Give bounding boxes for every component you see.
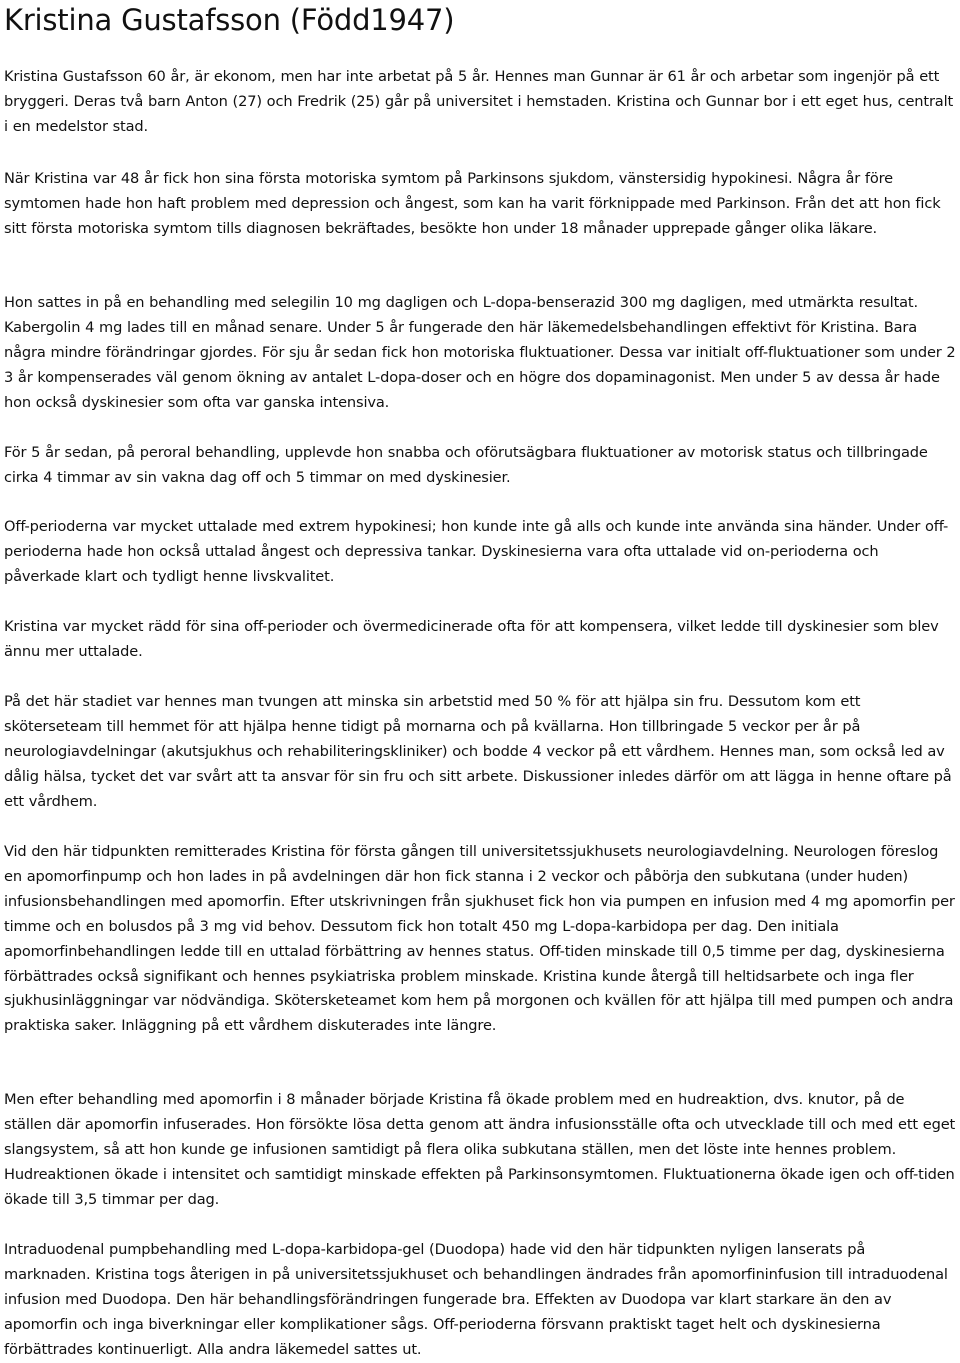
paragraph-duodopa: Intraduodenal pumpbehandling med L-dopa-karbidopa-gel (Duodopa) hade vid den här tidpunkten nyligen lanserats på marknaden. Kristina togs återigen in på universitetssjukhuset och behandlingen ändrades från apomorfininfusion till intraduodenal infusion med Duodopa. Den här behandlingsförändringen fungerade bra. Effekten av Duodopa var klart starkare än den av apomorfin och inga biverkningar eller komplikationer sågs. Off-perioderna försvann praktiskt taget helt och dyskinesierna förbättrades kontinuerligt. Alla andra läkemedel sattes ut. <box>4 1241 948 1358</box>
page-title: Kristina Gustafsson (Född1947) <box>4 3 455 37</box>
paragraph-fluctuations: För 5 år sedan, på peroral behandling, upplevde hon snabba och oförutsägbara fluktuationer av motorisk status och tillbringade cirka 4 timmar av sin vakna dag off och 5 timmar on med dyskinesier. <box>4 444 928 486</box>
paragraph-overmedication: Kristina var mycket rädd för sina off-perioder och övermedicinerade ofta för att kompensera, vilket ledde till dyskinesier som blev ännu mer uttalade. <box>4 618 939 660</box>
paragraph-skin-reaction: Men efter behandling med apomorfin i 8 månader började Kristina få ökade problem med en hudreaktion, dvs. knutor, på de ställen där apomorfin infuserades. Hon försökte lösa detta genom att ändra infusionsställe ofta och utvecklade till och med ett eget slangsystem, så att hon kunde ge infusionen samtidigt på flera olika subkutana ställen, men det löste inte hennes problem. Hudreaktionen ökade i intensitet och samtidigt minskade effekten på Parkinsonsymtomen. Fluktuationerna ökade igen och off-tiden ökade till 3,5 timmar per dag. <box>4 1091 956 1208</box>
document-page <box>4 0 956 1358</box>
paragraph-apomorphine-pump: Vid den här tidpunkten remitterades Kristina för första gången till universitetssjukhusets neurologiavdelning. Neurologen föreslog en apomorfinpump och hon lades in på avdelningen där hon fick stanna i 2 veckor och påbörja den subkutana (under huden) infusionsbehandlingen med apomorfin. Efter utskrivningen från sjukhuset fick hon via pumpen en infusion med 4 mg apomorfin per timme och en bolusdos på 3 mg vid behov. Dessutom fick hon totalt 450 mg L-dopa-karbidopa per dag. Den initiala apomorfinbehandlingen ledde till en uttalad förbättring av hennes status. Off-tiden minskade till 0,5 timme per dag, dyskinesierna förbättrades också signifikant och hennes psykiatriska problem minskade. Kristina kunde återgå till heltidsarbete och inga fler sjukhusinläggningar var nödvändiga. Skötersketeamet kom hem på morgonen och kvällen för att hjälpa till med pumpen och andra praktiska saker. Inläggning på ett vårdhem diskuterades inte längre. <box>4 843 955 1035</box>
paragraph-first-symptoms: När Kristina var 48 år fick hon sina första motoriska symtom på Parkinsons sjukdom, vänstersidig hypokinesi. Några år före symtomen hade hon haft problem med depression och ångest, som kan ha varit förknippade med Parkinson. Från det att hon fick sitt första motoriska symtom tills diagnosen bekräftades, besökte hon under 18 månader upprepade gånger olika läkare. <box>4 170 941 237</box>
paragraph-initial-treatment: Hon sattes in på en behandling med selegilin 10 mg dagligen och L-dopa-benserazid 300 mg dagligen, med utmärkta resultat. Kabergolin 4 mg lades till en månad senare. Under 5 år fungerade den här läkemedelsbehandlingen effektivt för Kristina. Bara några mindre förändringar gjordes. För sju år sedan fick hon motoriska fluktuationer. Dessa var initialt off-fluktuationer som under 2 3 år kompenserades väl genom ökning av antalet L-dopa-doser och en högre dos dopaminagonist. Men under 5 av dessa år hade hon också dyskinesier som ofta var ganska intensiva. <box>4 294 956 411</box>
paragraph-family-background: Kristina Gustafsson 60 år, är ekonom, men har inte arbetat på 5 år. Hennes man Gunnar är 61 år och arbetar som ingenjör på ett bryggeri. Deras två barn Anton (27) och Fredrik (25) går på universitet i hemstaden. Kristina och Gunnar bor i ett eget hus, centralt i en medelstor stad. <box>4 68 954 135</box>
paragraph-off-periods: Off-perioderna var mycket uttalade med extrem hypokinesi; hon kunde inte gå alls och kunde inte använda sina händer. Under off-perioderna hade hon också uttalad ångest och depressiva tankar. Dyskinesierna vara ofta uttalade vid on-perioderna och påverkade klart och tydligt henne livskvalitet. <box>4 518 949 585</box>
paragraph-care-situation: På det här stadiet var hennes man tvungen att minska sin arbetstid med 50 % för att hjälpa sin fru. Dessutom kom ett sköterseteam till hemmet för att hjälpa henne tidigt på mornarna och på kvällarna. Hon tillbringade 5 veckor per år på neurologiavdelningar (akutsjukhus och rehabiliteringskliniker) och bodde 4 veckor på ett vårdhem. Hennes man, som också led av dålig hälsa, tycket det var svårt att ta ansvar för sin fru och sitt arbete. Diskussioner inledes därför om att lägga in henne oftare på ett vårdhem. <box>4 693 952 810</box>
